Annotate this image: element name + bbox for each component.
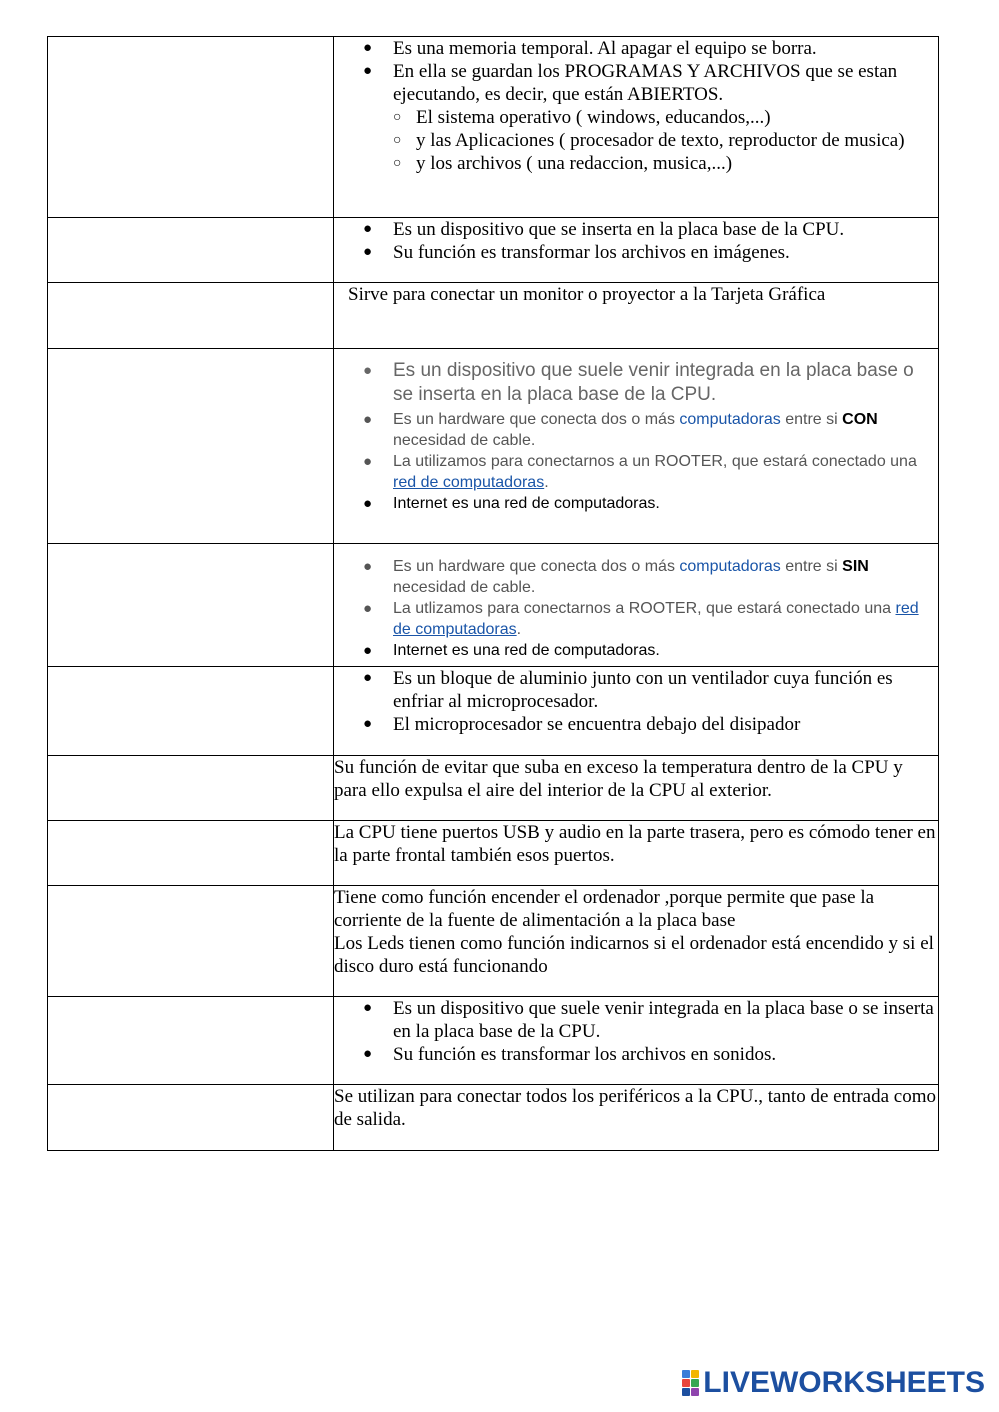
list-item: ● Es un dispositivo que se inserta en la placa base de la CPU. [393, 218, 938, 241]
answer-cell[interactable] [48, 349, 334, 544]
list-item: ● Es un hardware que conecta dos o más computadoras entre si SIN necesidad de cable. [393, 556, 938, 598]
description-cell [334, 667, 939, 756]
answer-cell[interactable] [48, 218, 334, 283]
table-row [48, 997, 939, 1085]
list-item: ● La utilizamos para conectarnos a un ROOTER, que estará conectado una red de computadoras. [393, 451, 938, 493]
table-row [48, 349, 939, 544]
answer-cell[interactable] [48, 821, 334, 886]
answer-cell[interactable] [48, 667, 334, 756]
list-item: ● Es un dispositivo que suele venir integrada en la placa base o se inserta en la placa base de la CPU. [393, 997, 938, 1043]
description-cell [334, 886, 939, 997]
sub-list-item: ○ El sistema operativo ( windows, educandos,...) [416, 106, 938, 129]
list-item: ● En ella se guardan los PROGRAMAS Y ARCHIVOS que se estan ejecutando, es decir, que están ABIERTOS. ○ El sistema operativo ( windows, educandos,...) ○ y las Aplicaciones ( procesador de texto, reproductor de musica) ○ y los archivos ( una redaccion, musica,...) [393, 60, 938, 175]
answer-cell[interactable] [48, 886, 334, 997]
answer-cell[interactable] [48, 1085, 334, 1151]
logo-text: LIVEWORKSHEETS [703, 1366, 985, 1399]
description-cell [334, 544, 939, 667]
description-cell [334, 997, 939, 1085]
answer-cell[interactable] [48, 756, 334, 821]
list-item: ● Es una memoria temporal. Al apagar el equipo se borra. [393, 37, 938, 60]
answer-cell[interactable] [48, 283, 334, 349]
description-cell [334, 218, 939, 283]
table-row [48, 218, 939, 283]
list-item: ● Internet es una red de computadoras. [393, 640, 938, 661]
link-text[interactable]: computadoras [679, 411, 781, 428]
hyperlink[interactable]: red de computadoras [393, 600, 919, 638]
hyperlink[interactable]: red de computadoras [393, 474, 545, 491]
table-row [48, 37, 939, 218]
description-cell [334, 37, 939, 218]
table-row [48, 821, 939, 886]
worksheet-table [47, 36, 939, 1151]
list-item: ● Es un bloque de aluminio junto con un ventilador cuya función es enfriar al microprocesador. [393, 667, 938, 713]
description-cell [334, 349, 939, 544]
answer-cell[interactable] [48, 544, 334, 667]
answer-cell[interactable] [48, 37, 334, 218]
list-item: ● Es un dispositivo que suele venir integrada en la placa base o se inserta en la placa base de la CPU. [393, 359, 938, 407]
list-item: ● Su función es transformar los archivos en imágenes. [393, 241, 938, 264]
list-item: ● Su función es transformar los archivos en sonidos. [393, 1043, 938, 1066]
sub-list-item: ○ y los archivos ( una redaccion, musica,...) [416, 152, 938, 175]
cell-text: La CPU tiene puertos USB y audio en la parte trasera, pero es cómodo tener en la parte frontal también esos puertos. [334, 822, 936, 866]
description-cell [334, 821, 939, 886]
description-cell [334, 283, 939, 349]
table-row [48, 544, 939, 667]
list-item: ● El microprocesador se encuentra debajo del disipador [393, 713, 938, 736]
cell-text: Se utilizan para conectar todos los periféricos a la CPU., tanto de entrada como de salida. [334, 1086, 936, 1130]
description-cell [334, 1085, 939, 1151]
liveworksheets-logo [682, 1368, 985, 1398]
description-cell [334, 756, 939, 821]
cell-text: Sirve para conectar un monitor o proyector a la Tarjeta Gráfica [348, 284, 826, 305]
cell-text: Tiene como función encender el ordenador ,porque permite que pase la corriente de la fuente de alimentación a la placa base [334, 887, 875, 931]
logo-mark-icon [682, 1370, 699, 1396]
list-item: ● Es un hardware que conecta dos o más computadoras entre si CON necesidad de cable. [393, 409, 938, 451]
cell-text: Su función de evitar que suba en exceso la temperatura dentro de la CPU y para ello expulsa el aire del interior de la CPU al exterior. [334, 757, 903, 801]
list-item: ● Internet es una red de computadoras. [393, 493, 938, 514]
table-row [48, 283, 939, 349]
table-row [48, 667, 939, 756]
sub-list-item: ○ y las Aplicaciones ( procesador de texto, reproductor de musica) [416, 129, 938, 152]
answer-cell[interactable] [48, 997, 334, 1085]
cell-text: Los Leds tienen como función indicarnos si el ordenador está encendido y si el disco duro está funcionando [334, 933, 934, 977]
table-row [48, 886, 939, 997]
link-text[interactable]: computadoras [679, 558, 781, 575]
table-row [48, 756, 939, 821]
table-row [48, 1085, 939, 1151]
list-item: ● La utlizamos para conectarnos a ROOTER, que estará conectado una red de computadoras. [393, 598, 938, 640]
